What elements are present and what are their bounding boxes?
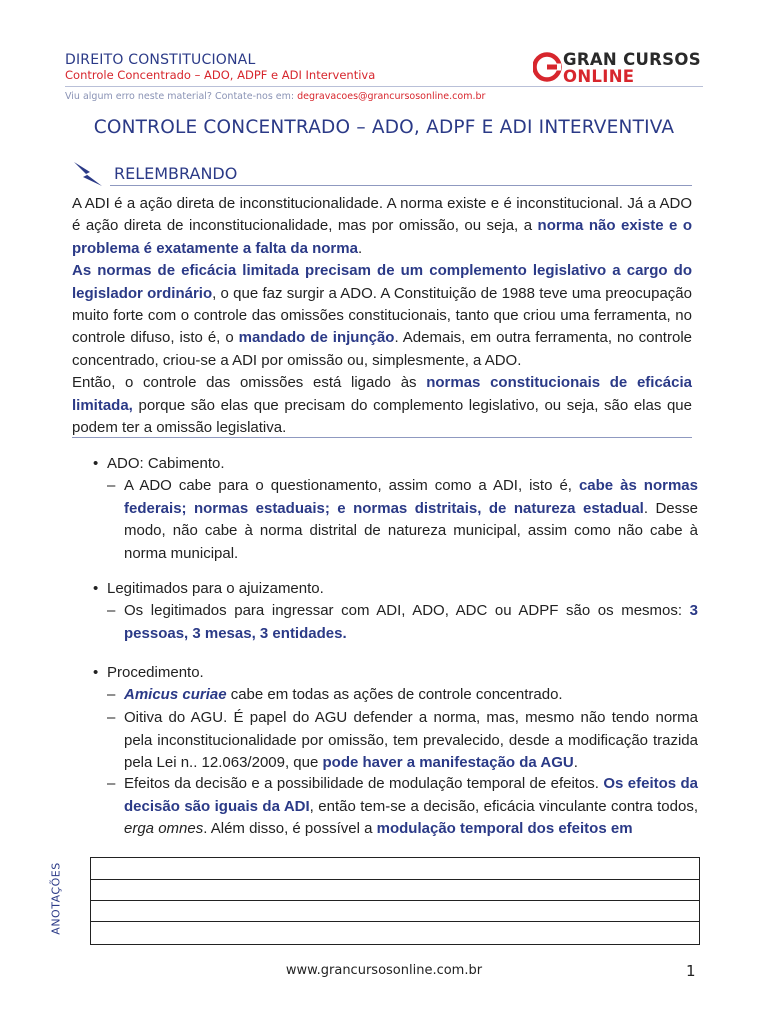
lightning-bolt-icon: [72, 160, 112, 188]
header-left: [65, 52, 375, 82]
list-item: – Os legitimados para ingressar com ADI, ADO, ADC ou ADPF são os mesmos: 3 pessoas, 3 mesas, 3 entidades.: [107, 602, 698, 642]
section-label: RELEMBRANDO: [114, 164, 238, 183]
page-title: CONTROLE CONCENTRADO – ADO, ADPF E ADI INTERVENTIVA: [93, 117, 675, 138]
paragraph-2: As normas de eficácia limitada precisam de um complemento legislativo a cargo do legislador ordinário, o que faz surgir a ADO. A Constituição de 1988 teve uma preocupação muito forte com o controle das omissões constitucionais, tanto que criou uma ferramenta, no controle difuso, isto é, o mandado de injunção. Ademais, em outra ferramenta, no controle concentrado, criou-se a ADI por omissão ou, simplesmente, a ADO.: [72, 262, 692, 369]
paragraph-3: Então, o controle das omissões está ligado às normas constitucionais de eficácia limitada, porque são elas que precisam do complemento legislativo, ou seja, são elas que podem ter a omissão legislativa.: [72, 374, 692, 437]
list-item: – A ADO cabe para o questionamento, assim como a ADI, isto é, cabe às normas federais; normas estaduais; e normas distritais, de natureza estadual. Desse modo, não cabe à norma distrital de natureza municipal, assim como não cabe à norma municipal.: [107, 477, 698, 562]
list-item: – Efeitos da decisão e a possibilidade de modulação temporal de efeitos. Os efeitos da decisão são iguais da ADI, então tem-se a decisão, eficácia vinculante contra todos, erga omnes. Além disso, é possível a modulação temporal dos efeitos em: [107, 775, 699, 838]
bullet-legitimados: • Legitimados para o ajuizamento.: [93, 580, 324, 597]
logo-text-line1: GRAN CURSOS: [563, 50, 701, 69]
bullet-procedimento: • Procedimento.: [93, 664, 204, 681]
topic-subtitle: Controle Concentrado – ADO, ADPF e ADI Interventiva: [65, 68, 376, 82]
notes-box[interactable]: [90, 857, 700, 945]
section-divider: [110, 185, 692, 186]
notes-line: [91, 900, 699, 901]
logo-g-icon: [533, 50, 563, 84]
section-end-divider: [72, 437, 692, 438]
contact-email-link[interactable]: degravacoes@grancursosonline.com.br: [297, 91, 486, 102]
list-item: – Amicus curiae cabe em todas as ações de controle concentrado.: [107, 686, 563, 703]
subject-title: DIREITO CONSTITUCIONAL: [65, 52, 256, 68]
notes-label: ANOTAÇÕES: [49, 862, 63, 935]
gran-cursos-logo: [533, 50, 703, 84]
notes-line: [91, 921, 699, 922]
paragraph-1: A ADI é a ação direta de inconstitucionalidade. A norma existe e é inconstitucional. Já a ADO é ação direta de inconstitucionalidade, mas por omissão, ou seja, a norma não existe e o problema é exatamente a falta da norma.: [72, 195, 692, 257]
footer-url[interactable]: www.grancursosonline.com.br: [285, 963, 483, 978]
contact-prefix: Viu algum erro neste material? Contate-nos em:: [65, 91, 298, 102]
relembrando-text: [72, 193, 692, 439]
section-header: [72, 160, 692, 188]
bullet-ado-cabimento: • ADO: Cabimento.: [93, 455, 225, 472]
list-item: – Oitiva do AGU. É papel do AGU defender a norma, mas, mesmo não tendo norma pela inconstitucionalidade por omissão, tem prevalecido, desde a modificação trazida pela Lei n.. 12.063/2009, que pode haver a manifestação da AGU.: [107, 709, 698, 772]
contact-line: [65, 91, 485, 102]
page-number: 1: [686, 962, 696, 980]
logo-text-line2: ONLINE: [563, 67, 635, 86]
header-divider: [65, 86, 703, 87]
notes-line: [91, 879, 699, 880]
